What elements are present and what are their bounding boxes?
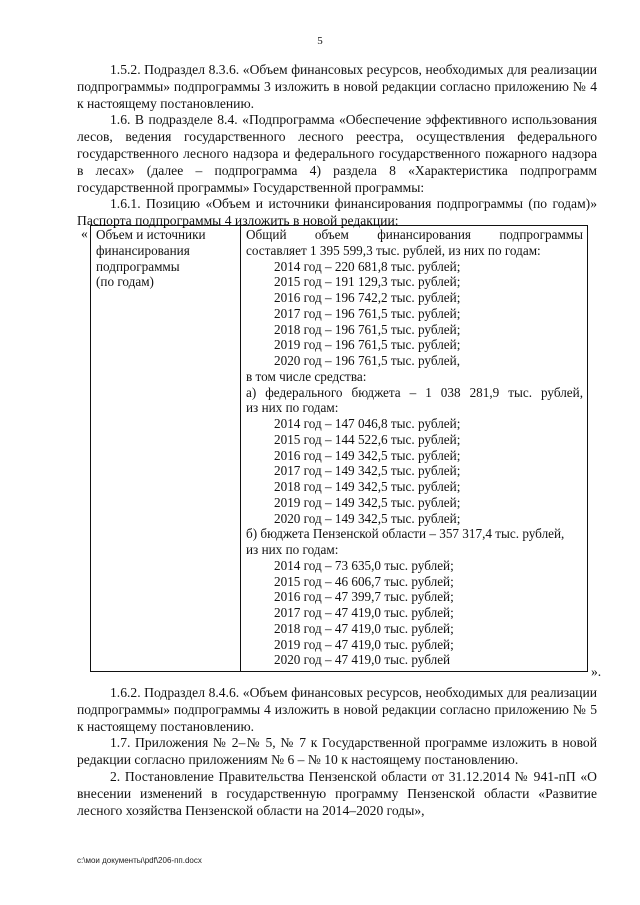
year-amount-line: 2020 год – 196 761,5 тыс. рублей, — [274, 353, 460, 368]
total-funding-line: Общий объем финансирования подпрограммы — [246, 227, 583, 242]
year-amount-line: 2014 год – 73 635,0 тыс. рублей; — [274, 557, 454, 573]
federal-years-list — [246, 416, 583, 526]
body-text-top — [77, 62, 597, 230]
year-amount-line: 2016 год – 149 342,5 тыс. рублей; — [274, 447, 461, 463]
year-amount-line: 2017 год – 47 419,0 тыс. рублей; — [274, 605, 454, 620]
label-line: Объем и источники — [96, 227, 206, 242]
footer-file-path: c:\мои документы\pdf\206-пп.docx — [77, 856, 202, 865]
year-amount-line: 2020 год – 149 342,5 тыс. рублей; — [274, 510, 461, 526]
body-text-bottom — [77, 685, 597, 819]
year-amount-line: 2015 год – 144 522,6 тыс. рублей; — [274, 431, 461, 447]
paragraph-1-7: 1.7. Приложения № 2–№ 5, № 7 к Государственной программе изложить в новой редакции согласно приложениям № 6 – № 10 к настоящему постановлению. — [77, 735, 597, 768]
regional-budget-line: б) бюджета Пензенской области – 357 317,4 тыс. рублей, — [246, 526, 565, 542]
year-amount-line: 2020 год – 47 419,0 тыс. рублей — [274, 652, 451, 668]
regional-years-list — [246, 558, 583, 668]
paragraph-1-6-1: 1.6.1. Позицию «Объем и источники финансирования подпрограммы (по годам)» Паспорта подпрограммы 4 изложить в новой редакции: — [77, 196, 597, 229]
year-amount-line: 2015 год – 46 606,7 тыс. рублей; — [274, 573, 454, 589]
year-amount-line: 2019 год – 47 419,0 тыс. рублей; — [274, 636, 454, 652]
year-amount-line: 2018 год – 196 761,5 тыс. рублей; — [274, 321, 461, 337]
total-funding-amount: составляет 1 395 599,3 тыс. рублей, из них по годам: — [246, 242, 541, 258]
federal-budget-line: а) федерального бюджета – 1 038 281,9 тыс. рублей, — [246, 384, 583, 400]
page-number: 5 — [317, 35, 323, 47]
passport-table — [90, 225, 588, 672]
table-row — [91, 226, 588, 672]
paragraph-1-5-2: 1.5.2. Подраздел 8.3.6. «Объем финансовых ресурсов, необходимых для реализации подпрограммы» подпрограммы 3 изложить в новой редакции согласно приложению № 4 к настоящему постановлению. — [77, 62, 597, 111]
including-label: в том числе средства: — [246, 368, 367, 384]
year-amount-line: 2019 год – 196 761,5 тыс. рублей; — [274, 337, 461, 353]
year-amount-line: 2017 год – 196 761,5 тыс. рублей; — [274, 305, 461, 321]
total-years-list — [246, 259, 583, 369]
quote-close: ». — [591, 664, 602, 679]
paragraph-1-6-2: 1.6.2. Подраздел 8.4.6. «Объем финансовых ресурсов, необходимых для реализации подпрограммы» подпрограммы 4 изложить в новой редакции согласно приложению № 5 к настоящему постановлению. — [77, 685, 597, 734]
year-amount-line: 2019 год – 149 342,5 тыс. рублей; — [274, 494, 461, 510]
year-amount-line: 2018 год – 47 419,0 тыс. рублей; — [274, 620, 454, 636]
year-amount-line: 2014 год – 220 681,8 тыс. рублей; — [274, 258, 461, 274]
label-line: финансирования — [96, 242, 190, 258]
federal-by-years-label: из них по годам: — [246, 400, 339, 416]
year-amount-line: 2014 год – 147 046,8 тыс. рублей; — [274, 416, 461, 431]
year-amount-line: 2015 год – 191 129,3 тыс. рублей; — [274, 274, 461, 290]
table-cell-funding — [241, 226, 588, 672]
paragraph-2: 2. Постановление Правительства Пензенской области от 31.12.2014 № 941-пП «О внесении изменений в государственную программу Пензенской области «Развитие лесного хозяйства Пензенской области на 2014–2020 годы», — [77, 768, 597, 818]
regional-by-years-label: из них по годам: — [246, 542, 339, 557]
year-amount-line: 2016 год – 47 399,7 тыс. рублей; — [274, 589, 454, 605]
year-amount-line: 2018 год – 149 342,5 тыс. рублей; — [274, 479, 461, 494]
year-amount-line: 2016 год – 196 742,2 тыс. рублей; — [274, 290, 461, 305]
year-amount-line: 2017 год – 149 342,5 тыс. рублей; — [274, 463, 461, 479]
label-line: (по годам) — [96, 274, 154, 290]
paragraph-1-6: 1.6. В подразделе 8.4. «Подпрограмма «Обеспечение эффективного использования лесов, ведения государственного лесного реестра, осуществления федерального государственного лесного надзора и федерального государственного пожарного надзора в лесах» (далее – подпрограмма 4) раздела 8 «Характеристика подпрограмм государственной программы» Государственной программы: — [77, 112, 597, 195]
quote-open: « — [81, 226, 88, 241]
label-line: подпрограммы — [96, 258, 180, 274]
table-cell-label — [91, 226, 241, 672]
